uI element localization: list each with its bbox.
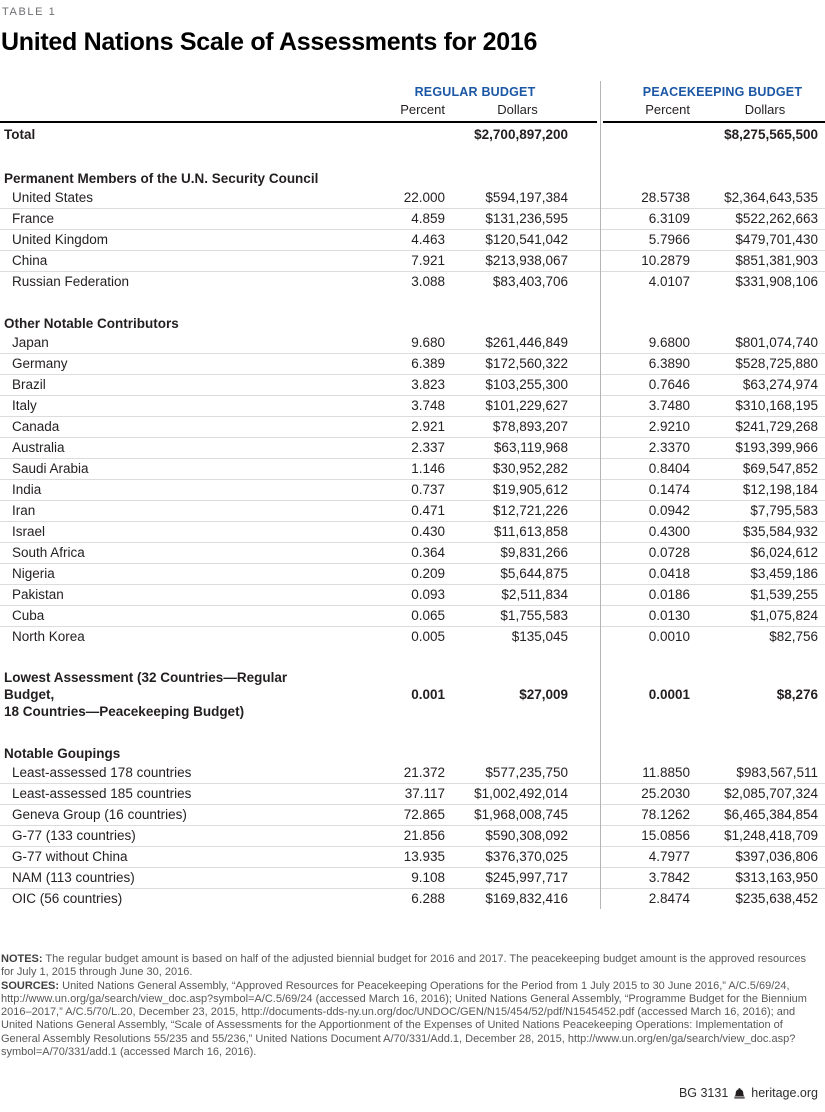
peacekeeping-percent-value: 4.0107 [648,274,690,289]
table-row [0,888,825,909]
peacekeeping-percent-value: 0.0728 [648,545,690,560]
peacekeeping-percent-value: 3.7480 [648,398,690,413]
regular-dollars-value: $2,511,834 [501,587,568,602]
total-peacekeeping-dollars: $8,275,565,500 [724,127,818,142]
peacekeeping-dollars-value: $397,036,806 [735,849,818,864]
peacekeeping-percent-value: 28.5738 [641,190,690,205]
regular-dollars-value: $30,952,282 [492,461,568,476]
regular-percent-value: 72.865 [403,807,445,822]
section-header: Permanent Members of the U.N. Security Council [4,171,319,186]
table-row [0,188,825,208]
lowest-regular-percent: 0.001 [411,687,445,702]
regular-percent-value: 13.935 [403,849,445,864]
peacekeeping-percent-value: 78.1262 [641,807,690,822]
peacekeeping-percent-value: 6.3109 [648,211,690,226]
peacekeeping-dollars-value: $983,567,511 [736,765,818,780]
peacekeeping-dollars-value: $331,908,106 [735,274,818,289]
regular-percent-value: 0.209 [411,566,445,581]
row-label: Germany [12,356,68,371]
regular-dollars-value: $261,446,849 [485,335,568,350]
regular-percent-value: 21.856 [403,828,445,843]
regular-percent-value: 9.680 [411,335,445,350]
regular-dollars-value: $131,236,595 [485,211,568,226]
regular-percent-value: 0.065 [411,608,445,623]
table-row [0,437,825,458]
table-row [0,250,825,271]
regular-percent-value: 0.093 [411,587,445,602]
peacekeeping-percent-value: 0.0130 [648,608,690,623]
spacer-cell [0,117,330,121]
table-row [0,846,825,867]
regular-percent-value: 7.921 [411,253,445,268]
table-row [0,416,825,437]
peacekeeping-dollars-value: $193,399,966 [735,440,818,455]
table-row [0,353,825,374]
total-row [0,123,825,147]
peacekeeping-dollars-value: $12,198,184 [742,482,818,497]
row-label: Italy [12,398,37,413]
column-header-row [0,99,825,121]
regular-dollars-value: $11,613,858 [493,524,568,539]
regular-dollars-value: $577,235,750 [485,765,568,780]
peacekeeping-percent-value: 4.7977 [648,849,690,864]
table-row [0,763,825,783]
row-label: Brazil [12,377,46,392]
regular-dollars-value: $376,370,025 [485,849,568,864]
peacekeeping-dollars-value: $2,085,707,324 [724,786,818,801]
row-label: North Korea [12,629,85,644]
page-title: United Nations Scale of Assessments for 2016 [1,28,538,56]
table-row [0,521,825,542]
section-header: Other Notable Contributors [4,316,179,331]
row-label: Israel [12,524,46,539]
regular-percent-header: Percent [400,102,445,117]
peacekeeping-percent-value: 0.0010 [648,629,690,644]
regular-percent-value: 21.372 [403,765,445,780]
regular-dollars-header: Dollars [497,102,538,117]
table-row [0,208,825,229]
regular-dollars-value: $1,968,008,745 [474,807,568,822]
sources-paragraph [1,980,821,1060]
row-label: G-77 (133 countries) [12,828,136,843]
row-label: United Kingdom [12,232,109,247]
regular-percent-value: 3.088 [411,274,445,289]
peacekeeping-dollars-value: $313,163,950 [735,870,818,885]
peacekeeping-percent-value: 0.0418 [648,566,690,581]
peacekeeping-percent-value: 0.0186 [648,587,690,602]
peacekeeping-dollars-value: $310,168,195 [735,398,818,413]
lowest-assessment-label-line1: Lowest Assessment (32 Countries—Regular Budget, [4,670,288,702]
peacekeeping-percent-value: 5.7966 [648,232,690,247]
row-label: Least-assessed 178 countries [12,765,192,780]
table-row [0,479,825,500]
section-notable-groupings [0,740,825,909]
peacekeeping-dollars-value: $7,795,583 [750,503,818,518]
regular-percent-value: 3.748 [411,398,445,413]
regular-dollars-value: $101,229,627 [485,398,568,413]
row-label: OIC (56 countries) [12,891,123,906]
regular-dollars-value: $12,721,226 [492,503,568,518]
regular-dollars-value: $169,832,416 [485,891,568,906]
peacekeeping-dollars-value: $851,381,903 [735,253,818,268]
section-permanent-members [0,165,825,292]
assessments-table [0,81,825,909]
sources-label: SOURCES: [1,979,60,992]
heritage-bell-logo [733,1087,746,1100]
peacekeeping-dollars-value: $2,364,643,535 [724,190,818,205]
table-row [0,825,825,846]
peacekeeping-percent-value: 2.3370 [648,440,690,455]
peacekeeping-dollars-value: $63,274,974 [742,377,818,392]
section-header: Notable Goupings [4,746,121,761]
regular-dollars-value: $245,997,717 [485,870,568,885]
peacekeeping-dollars-value: $82,756 [769,629,818,644]
row-label: Saudi Arabia [12,461,89,476]
peacekeeping-budget-header: PEACEKEEPING BUDGET [642,85,803,99]
peacekeeping-dollars-value: $1,075,824 [750,608,818,623]
regular-dollars-value: $172,560,322 [485,356,568,371]
peacekeeping-dollars-header: Dollars [744,102,786,117]
notes-label: NOTES: [1,953,43,965]
notes-block [0,953,825,1059]
peacekeeping-dollars-value: $35,584,932 [742,524,818,539]
table-row [0,271,825,292]
table-row [0,584,825,605]
peacekeeping-dollars-value: $1,539,255 [750,587,818,602]
regular-dollars-value: $78,893,207 [492,419,568,434]
table-row [0,333,825,353]
regular-percent-value: 22.000 [403,190,445,205]
table-row [0,229,825,250]
regular-percent-value: 6.389 [411,356,445,371]
row-label: United States [12,190,94,205]
regular-dollars-value: $1,755,583 [500,608,568,623]
peacekeeping-dollars-value: $479,701,430 [735,232,818,247]
peacekeeping-percent-value: 10.2879 [641,253,690,268]
lowest-assessment-label [0,669,330,720]
lowest-regular-dollars: $27,009 [519,687,568,702]
peacekeeping-dollars-value: $241,729,268 [735,419,818,434]
budget-group-divider [600,81,601,909]
regular-dollars-value: $103,255,300 [485,377,568,392]
regular-percent-value: 3.823 [411,377,445,392]
table-row [0,867,825,888]
regular-percent-value: 4.463 [411,232,445,247]
regular-dollars-value: $135,045 [511,629,568,644]
row-label: Least-assessed 185 countries [12,786,192,801]
regular-percent-value: 1.146 [411,461,445,476]
regular-percent-value: 37.117 [404,786,445,801]
row-label: Japan [12,335,49,350]
section-other-contributors [0,310,825,647]
peacekeeping-dollars-value: $69,547,852 [742,461,818,476]
notes-text: The regular budget amount is based on half of the adjusted biennial budget for 2016 and 2017. The peacekeeping budget amount is the approved resources for July 1, 2015 through June 30, 2016. [1,953,806,979]
regular-percent-value: 0.471 [411,503,445,518]
regular-dollars-value: $5,644,875 [500,566,568,581]
table-row [0,542,825,563]
regular-percent-value: 2.337 [411,440,445,455]
regular-percent-value: 0.737 [411,482,445,497]
table-row [0,395,825,416]
section-rows [0,188,825,292]
table-row [0,626,825,647]
regular-percent-value: 6.288 [411,891,445,906]
total-label: Total [4,127,36,142]
peacekeeping-percent-value: 3.7842 [648,870,690,885]
peacekeeping-percent-value: 0.1474 [648,482,690,497]
lowest-peacekeeping-dollars: $8,276 [776,687,818,702]
row-label: Nigeria [12,566,55,581]
row-label: Australia [12,440,65,455]
section-rows [0,763,825,909]
regular-dollars-value: $9,831,266 [500,545,568,560]
regular-dollars-value: $120,541,042 [485,232,568,247]
regular-dollars-value: $83,403,706 [492,274,568,289]
peacekeeping-percent-value: 11.8850 [642,765,690,780]
regular-percent-value: 9.108 [411,870,445,885]
lowest-assessment-row [0,669,825,720]
row-label: Cuba [12,608,45,623]
peacekeeping-percent-value: 2.9210 [648,419,690,434]
peacekeeping-dollars-value: $528,725,880 [735,356,818,371]
peacekeeping-percent-value: 9.6800 [648,335,690,350]
document-id: BG 3131 [678,1086,729,1100]
regular-dollars-value: $19,905,612 [492,482,568,497]
regular-dollars-value: $63,119,968 [493,440,568,455]
regular-dollars-value: $213,938,067 [485,253,568,268]
peacekeeping-dollars-value: $801,074,740 [735,335,818,350]
row-label: Geneva Group (16 countries) [12,807,187,822]
regular-percent-value: 4.859 [411,211,445,226]
peacekeeping-dollars-value: $6,465,384,854 [724,807,818,822]
table-row [0,374,825,395]
table-row [0,804,825,825]
lowest-peacekeeping-percent: 0.0001 [648,687,690,702]
regular-percent-value: 0.364 [411,545,445,560]
row-label: China [12,253,48,268]
row-label: Canada [12,419,60,434]
section-rows [0,333,825,647]
peacekeeping-percent-value: 25.2030 [641,786,690,801]
row-label: G-77 without China [12,849,128,864]
peacekeeping-percent-value: 0.8404 [648,461,690,476]
footer [679,1086,818,1100]
table-row [0,500,825,521]
row-label: France [12,211,55,226]
peacekeeping-dollars-value: $522,262,663 [735,211,818,226]
regular-percent-value: 2.921 [411,419,445,434]
peacekeeping-percent-value: 0.7646 [648,377,690,392]
peacekeeping-percent-value: 0.4300 [648,524,690,539]
row-label: South Africa [12,545,85,560]
regular-dollars-value: $590,308,092 [485,828,568,843]
peacekeeping-dollars-value: $6,024,612 [750,545,818,560]
row-label: NAM (113 countries) [12,870,135,885]
table-row [0,563,825,584]
peacekeeping-percent-value: 15.0856 [641,828,690,843]
budget-group-header-row [0,81,825,99]
peacekeeping-dollars-value: $1,248,418,709 [724,828,818,843]
regular-percent-value: 0.430 [411,524,445,539]
lowest-assessment-label-line2: 18 Countries—Peacekeeping Budget) [4,704,245,719]
table-row [0,458,825,479]
sources-text: United Nations General Assembly, “Approved Resources for Peacekeeping Operations for the Period from 1 July 2015 to 30 June 2016,” A/C.5/69/24, http://www.un.org/ga/search/view_doc.asp?symbol=A/C.5/69/24 (accessed March 16, 2016); United Nations General Assembly, “Programme Budget for the Biennium 2016–2017,” A/C.5/70/L.20, December 23, 2015, http://documents-dds-ny.un.org/doc/UNDOC/GEN/N15/454/52/pdf/N1545452.pdf (accessed March 16, 2016); and United Nations General Assembly, “Scale of Assessments for the Apportionment of the Expenses of United Nations Peacekeeping Operations: Implementation of General Assembly Resolutions 55/235 and 55/236,” United Nations Document A/70/331/Add.1, December 28, 2015, http://www.un.org/en/ga/search/view_doc.asp?symbol=A/70/331/add.1 (accessed March 16, 2016). [1,979,807,1059]
table-number-label: TABLE 1 [2,6,57,18]
regular-dollars-value: $594,197,384 [485,190,568,205]
regular-dollars-value: $1,002,492,014 [474,786,568,801]
peacekeeping-percent-value: 0.0942 [648,503,690,518]
total-regular-dollars: $2,700,897,200 [474,127,568,142]
peacekeeping-percent-value: 6.3890 [648,356,690,371]
row-label: Russian Federation [12,274,130,289]
regular-percent-value: 0.005 [411,629,445,644]
table-row [0,783,825,804]
table-row [0,605,825,626]
notes-paragraph [1,953,821,980]
row-label: Iran [12,503,36,518]
peacekeeping-dollars-value: $235,638,452 [735,891,818,906]
peacekeeping-percent-header: Percent [645,102,690,117]
peacekeeping-dollars-value: $3,459,186 [750,566,818,581]
regular-budget-header: REGULAR BUDGET [414,85,536,99]
site-name: heritage.org [751,1086,818,1100]
peacekeeping-percent-value: 2.8474 [648,891,690,906]
row-label: India [12,482,42,497]
row-label: Pakistan [12,587,64,602]
